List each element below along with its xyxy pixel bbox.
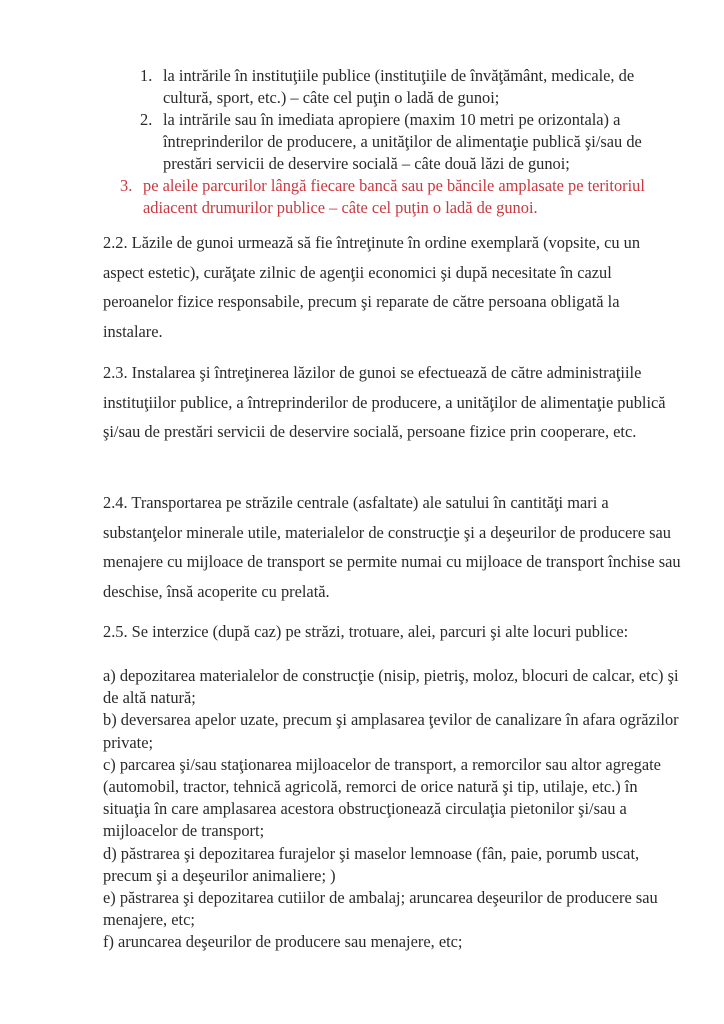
prohibited-item: f) aruncarea deşeurilor de producere sau menajere, etc;: [103, 932, 463, 952]
prohibited-item: c) parcarea şi/sau staţionarea mijloacelor de transport, a remorcilor sau altor agregate (automobil, tractor, tehnică agricolă, remorci de orice natură şi tip, utilaje, etc.) în situaţia în care amplasarea acestora obstrucţionează circulaţia pietonilor şi/sau a mijloacelor de transport;: [103, 754, 661, 841]
paragraph-2-4: 2.4. Transportarea pe străzile centrale (asfaltate) ale satului în cantităţi mari a substanţelor minerale utile, materialelor de construcţie şi a deşeurilor de producere sau menajere cu mijloace de transport se permite numai cu mijloace de transport închise sau deschise, însă acoperite cu prelată.: [103, 493, 681, 601]
list-item-text: la intrările sau în imediata apropiere (maxim 10 metri pe orizontala) a întreprinderilor de producere, a unităţilor de alimentaţie publică şi/sau de prestări servicii de deservire socială – câte două lăzi de gunoi;: [163, 110, 642, 173]
list-item: [0, 109, 673, 175]
paragraph-2-3: 2.3. Instalarea şi întreţinerea lăzilor de gunoi se efectuează de către administraţiile instituţiilor publice, a întreprinderilor de producere, a unităţilor de alimentaţie publică şi/sau de prestări servicii de deservire socială, persoane fizice prin cooperare, etc.: [103, 363, 666, 441]
numbered-list: [0, 65, 724, 219]
prohibited-item: a) depozitarea materialelor de construcţie (nisip, pietriş, moloz, blocuri de calcar, etc) şi de altă natură;: [103, 666, 679, 708]
paragraph-2-2: 2.2. Lăzile de gunoi urmează să fie întreţinute în ordine exemplară (vopsite, cu un aspect estetic), curăţate zilnic de agenţii economici şi după necesitate în cazul peroanelor fizice responsabile, precum şi reparate de către persoana obligată la instalare.: [103, 233, 641, 341]
list-item-highlighted: [0, 175, 673, 219]
list-item: [0, 65, 673, 109]
prohibited-items-list: [103, 665, 683, 954]
prohibited-item: b) deversarea apelor uzate, precum şi amplasarea ţevilor de canalizare în afara ogrăzilor private;: [103, 710, 679, 752]
paragraph-2-5: 2.5. Se interzice (după caz) pe străzi, trotuare, alei, parcuri şi alte locuri publice:: [103, 622, 629, 641]
list-number: 1.: [140, 66, 153, 85]
prohibited-item: d) păstrarea şi depozitarea furajelor şi maselor lemnoase (fân, paie, porumb uscat, precum şi a deşeurilor animaliere; ): [103, 843, 640, 885]
list-number: 3.: [120, 176, 133, 195]
prohibited-item: e) păstrarea şi depozitarea cutiilor de ambalaj; aruncarea deşeurilor de producere sau menajere, etc;: [103, 888, 658, 930]
list-number: 2.: [140, 110, 153, 129]
list-item-text: la intrările în instituţiile publice (instituţiile de învăţământ, medicale, de cultură, sport, etc.) – câte cel puţin o ladă de gunoi;: [163, 66, 635, 107]
list-item-text: pe aleile parcurilor lângă fiecare bancă sau pe băncile amplasate pe teritoriul adiacent drumurilor publice – câte cel puţin o ladă de gunoi.: [143, 176, 645, 217]
